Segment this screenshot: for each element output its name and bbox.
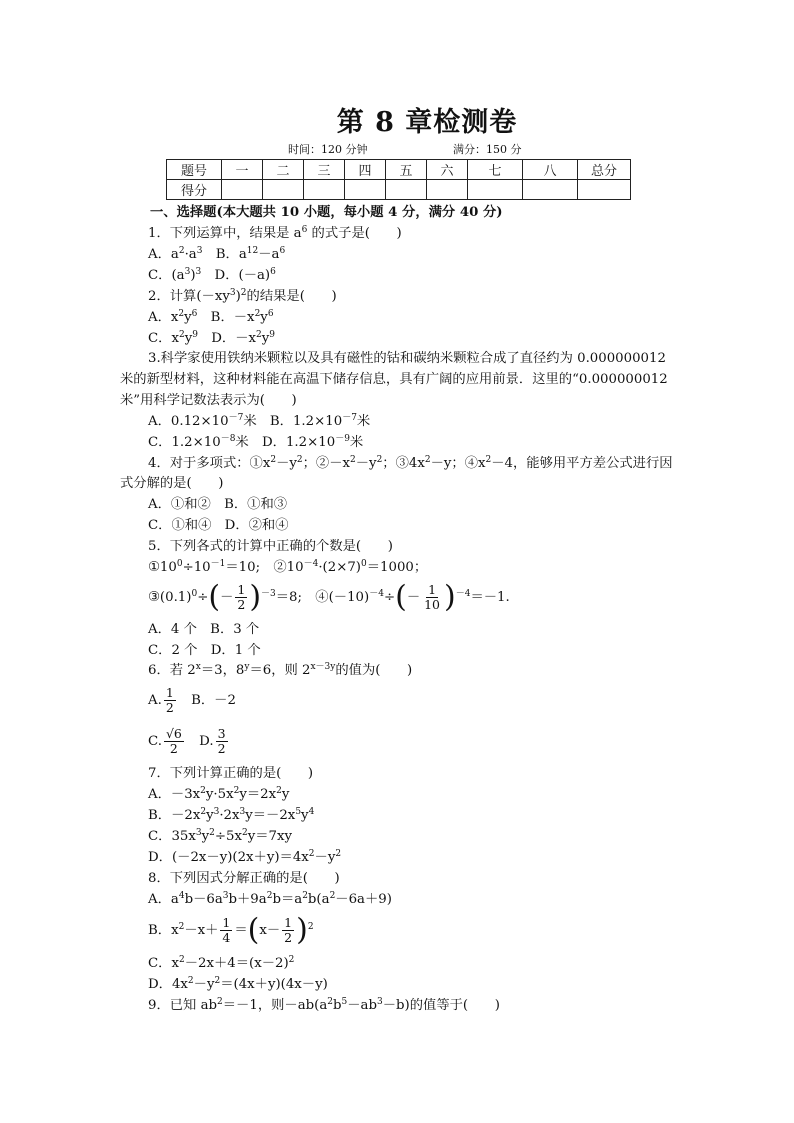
score-table-cell: 四 <box>345 160 386 180</box>
large-parenthesis: ( <box>247 912 260 948</box>
text-fragment: b <box>333 998 342 1013</box>
score-input-cell <box>263 180 304 200</box>
score-table-cell: 八 <box>523 160 578 180</box>
text-fragment: ·2x <box>219 808 240 823</box>
superscript: 0 <box>191 589 198 599</box>
text-fragment: 米 D．1.2×10 <box>235 435 336 450</box>
text-fragment: 的值为( ) <box>335 663 413 678</box>
score-table-cell: 总分 <box>578 160 631 180</box>
text-fragment: y＝7xy <box>247 829 292 844</box>
text-fragment: ＝ <box>234 923 248 938</box>
score-table-cell: 三 <box>304 160 345 180</box>
text-fragment: C．35x <box>148 829 196 844</box>
text-fragment: ＝－1. <box>470 590 510 605</box>
superscript: 2 <box>233 786 240 796</box>
text-fragment: y <box>206 808 214 823</box>
superscript: 2 <box>200 807 207 817</box>
text-fragment: 1 <box>165 685 174 700</box>
text-fragment: ＝－1，则－ab(a <box>222 998 328 1013</box>
text-fragment: 米 B．1.2×10 <box>243 414 343 429</box>
text-fragment: y <box>184 331 193 346</box>
question-2-options-ab <box>148 309 274 327</box>
superscript: 3 <box>196 246 203 256</box>
text-fragment: 的式子是( ) <box>307 226 402 241</box>
score-table-cell: 六 <box>427 160 468 180</box>
text-fragment: －y <box>355 456 377 471</box>
text-fragment: y <box>281 787 290 802</box>
superscript: 2 <box>178 246 185 256</box>
superscript: 3 <box>239 807 246 817</box>
superscript: 5 <box>295 807 302 817</box>
text-fragment: ÷10 <box>182 560 211 575</box>
text-fragment: A．a <box>148 247 179 262</box>
question-5-statement-3-4 <box>148 580 510 616</box>
superscript: 2 <box>335 849 342 859</box>
text-fragment: ＝8; ④(－10) <box>275 590 370 605</box>
text-fragment: B．－x <box>197 310 255 325</box>
text-fragment: b＝a <box>272 892 303 907</box>
question-5-options-cd: C．2 个 D．1 个 <box>148 643 261 658</box>
superscript: 2 <box>376 455 383 465</box>
text-fragment: ÷5x <box>214 829 242 844</box>
text-fragment: 米 <box>356 414 371 429</box>
text-fragment: －y <box>193 977 215 992</box>
question-3-line-2: 米的新型材料，这种材料能在高温下储存信息，具有广阔的应用前景．这里的“0.000000012 <box>120 372 668 387</box>
text-fragment: 2 <box>217 741 226 756</box>
text-fragment: －y <box>314 850 336 865</box>
superscript: 12 <box>246 246 259 256</box>
question-3-line-1: 3.科学家使用铁纳米颗粒以及具有磁性的钴和碳纳米颗粒合成了直径约为 0.000000012 <box>148 351 666 366</box>
text-fragment: －a <box>258 247 280 262</box>
fraction <box>220 916 232 945</box>
score-input-cell <box>427 180 468 200</box>
superscript: 6 <box>267 309 274 319</box>
question-4-line-1 <box>148 455 673 473</box>
text-fragment: D. <box>185 734 214 749</box>
superscript: －1 <box>210 559 226 569</box>
text-fragment: ＝(4x＋y)(4x－y) <box>220 977 328 992</box>
fraction <box>216 727 228 756</box>
question-6-options-ab <box>148 686 236 716</box>
text-fragment: 1 <box>222 915 231 930</box>
superscript: 2 <box>209 828 215 838</box>
superscript: 2 <box>307 922 314 932</box>
question-3-options-cd <box>148 434 363 452</box>
score-input-cell <box>523 180 578 200</box>
superscript: 2 <box>178 955 185 965</box>
superscript: 6 <box>279 246 286 256</box>
text-fragment: D．(－a) <box>201 268 271 283</box>
text-fragment: 2 <box>169 741 178 756</box>
superscript: 2 <box>308 849 315 859</box>
text-fragment: B．a <box>202 247 247 262</box>
text-fragment: C．x <box>148 331 179 346</box>
text-fragment: y <box>260 310 268 325</box>
text-fragment: － <box>406 590 421 605</box>
superscript: 2 <box>350 455 356 465</box>
question-9-stem <box>148 997 500 1015</box>
question-8-option-b <box>148 914 314 948</box>
superscript: 2 <box>240 288 247 298</box>
score-table-cell: 二 <box>263 160 304 180</box>
score-table-header-row <box>167 160 631 180</box>
question-2-stem <box>148 288 337 306</box>
score-input-cell <box>386 180 427 200</box>
large-parenthesis: ) <box>444 579 456 615</box>
text-fragment: 1 <box>284 915 293 930</box>
fraction <box>164 727 184 756</box>
text-fragment: 3 <box>217 726 226 741</box>
superscript: －7 <box>228 413 244 423</box>
text-fragment: － <box>220 590 234 605</box>
question-1-stem <box>148 225 402 243</box>
question-7-option-d <box>148 849 341 867</box>
text-fragment: ；③4x <box>382 456 425 471</box>
text-fragment: 10 <box>424 597 441 612</box>
question-6-stem <box>148 662 412 680</box>
exam-meta <box>288 141 522 157</box>
text-fragment: ＝3，8 <box>200 663 245 678</box>
superscript: x－3y <box>310 662 336 672</box>
large-parenthesis: ) <box>249 579 262 615</box>
fraction <box>282 916 294 945</box>
superscript: 2 <box>178 922 185 932</box>
superscript: x <box>195 662 201 672</box>
question-1-options-cd <box>148 267 276 285</box>
question-7-option-b <box>148 807 314 825</box>
question-7-option-c <box>148 828 292 846</box>
superscript: 3 <box>229 288 236 298</box>
text-fragment: ＝6，则 2 <box>249 663 311 678</box>
text-fragment: B．x <box>148 923 179 938</box>
question-1-options-ab <box>148 246 285 264</box>
text-fragment: y·5x <box>205 787 234 802</box>
question-8-stem: 8．下列因式分解正确的是( ) <box>148 871 340 886</box>
superscript: 2 <box>256 330 262 340</box>
text-fragment: ÷ <box>197 590 209 605</box>
text-fragment: b－6a <box>184 892 223 907</box>
text-fragment: √6 <box>165 726 182 741</box>
superscript: 6 <box>301 225 308 235</box>
text-fragment: y＝2x <box>239 787 277 802</box>
text-fragment: B．－2x <box>148 808 201 823</box>
superscript: 2 <box>241 828 248 838</box>
fraction <box>164 686 176 715</box>
superscript: 4 <box>308 807 315 817</box>
superscript: 3 <box>222 891 229 901</box>
text-fragment: 米 <box>349 435 364 450</box>
superscript: 4 <box>178 891 185 901</box>
superscript: 3 <box>184 267 191 277</box>
text-fragment: －ab <box>347 998 377 1013</box>
text-fragment: b(a <box>307 892 330 907</box>
superscript: 2 <box>214 976 221 986</box>
superscript: 0 <box>176 559 183 569</box>
text-fragment: ·a <box>184 247 197 262</box>
superscript: 9 <box>192 330 198 340</box>
superscript: 9 <box>269 330 276 340</box>
score-table-cell: 题号 <box>167 160 222 180</box>
question-5-options-ab: A．4 个 B．3 个 <box>148 622 260 637</box>
time-limit: 时间：120 分钟 <box>288 143 368 156</box>
text-fragment: y <box>301 808 309 823</box>
superscript: －3 <box>261 589 276 599</box>
large-parenthesis: ( <box>395 579 407 615</box>
text-fragment: 的结果是( ) <box>246 289 337 304</box>
score-table <box>166 159 631 200</box>
text-fragment: D．－x <box>197 331 257 346</box>
text-fragment: ；②－x <box>302 456 351 471</box>
text-fragment: 4 <box>222 930 231 945</box>
section-heading: 一、选择题(本大题共 10 小题，每小题 4 分，满分 40 分) <box>150 205 503 220</box>
text-fragment: C．1.2×10 <box>148 435 221 450</box>
score-input-cell <box>345 180 386 200</box>
text-fragment: C．x <box>148 956 179 971</box>
fraction <box>235 583 247 612</box>
score-table-cell: 七 <box>468 160 523 180</box>
superscript: 2 <box>288 955 295 965</box>
text-fragment: 1．下列运算中，结果是 a <box>148 226 302 241</box>
superscript: 3 <box>195 828 202 838</box>
superscript: 6 <box>191 309 198 319</box>
page-title: 第 8 章检测卷 <box>336 107 518 138</box>
text-fragment: D．(－2x－y)(2x＋y)＝4x <box>148 850 309 865</box>
text-fragment: A．a <box>148 892 179 907</box>
text-fragment: C. <box>148 734 162 749</box>
question-2-options-cd <box>148 330 275 348</box>
score-input-cell <box>222 180 263 200</box>
text-fragment: －x＋ <box>184 923 219 938</box>
large-parenthesis: ( <box>208 579 221 615</box>
text-fragment: －6a＋9) <box>335 892 392 907</box>
text-fragment: －b)的值等于( ) <box>382 998 500 1013</box>
score-table-cell: 一 <box>222 160 263 180</box>
superscript: 3 <box>377 997 383 1007</box>
text-fragment: ·(2×7) <box>318 560 361 575</box>
text-fragment: 1 <box>237 582 246 597</box>
text-fragment: －2x＋4＝(x－2) <box>184 956 289 971</box>
question-5-statement-1-2 <box>148 559 427 577</box>
superscript: 3 <box>195 267 202 277</box>
superscript: 2 <box>270 455 277 465</box>
text-fragment: A. <box>148 693 162 708</box>
text-fragment: －y；④x <box>430 456 486 471</box>
question-4-options-ab: A．①和② B．①和③ <box>148 497 288 512</box>
superscript: 2 <box>329 891 336 901</box>
superscript: －4 <box>303 559 319 569</box>
text-fragment: 4．对于多项式：①x <box>148 456 271 471</box>
question-8-option-a <box>148 891 392 909</box>
superscript: 2 <box>200 786 206 796</box>
text-fragment: 2 <box>284 930 293 945</box>
text-fragment: ) <box>235 289 241 304</box>
text-fragment: －y <box>276 456 297 471</box>
text-fragment: C．(a <box>148 268 185 283</box>
score-input-cell <box>468 180 523 200</box>
text-fragment: 6．若 2 <box>148 663 196 678</box>
superscript: 0 <box>361 559 367 569</box>
superscript: 2 <box>266 891 273 901</box>
superscript: －4 <box>455 589 471 599</box>
text-fragment: B．－2 <box>177 693 236 708</box>
full-score: 满分：150 分 <box>453 143 522 156</box>
question-8-option-d <box>148 976 328 994</box>
superscript: 2 <box>178 309 185 319</box>
question-7-option-a <box>148 786 289 804</box>
superscript: 2 <box>217 997 223 1007</box>
question-4-line-2: 式分解的是( ) <box>120 476 224 491</box>
large-parenthesis: ) <box>296 912 308 948</box>
text-fragment: ÷ <box>383 590 396 605</box>
superscript: －4 <box>369 589 384 599</box>
text-fragment: b＋9a <box>228 892 267 907</box>
superscript: 2 <box>178 330 185 340</box>
superscript: 5 <box>341 997 348 1007</box>
question-7-stem: 7．下列计算正确的是( ) <box>148 766 314 781</box>
text-fragment: 1 <box>428 582 437 597</box>
text-fragment: A．－3x <box>148 787 201 802</box>
text-fragment: －4，能够用平方差公式进行因 <box>491 456 673 471</box>
question-8-option-c <box>148 955 294 973</box>
text-fragment: y <box>201 829 210 844</box>
superscript: 2 <box>276 786 282 796</box>
text-fragment: ③(0.1) <box>148 590 192 605</box>
superscript: 2 <box>327 997 333 1007</box>
text-fragment: A．x <box>148 310 179 325</box>
text-fragment: ) <box>190 268 196 283</box>
superscript: 2 <box>254 309 261 319</box>
superscript: 2 <box>296 455 303 465</box>
text-fragment: 2．计算(－xy <box>148 289 230 304</box>
question-4-options-cd: C．①和④ D．②和④ <box>148 518 289 533</box>
superscript: －9 <box>335 434 350 444</box>
superscript: y <box>244 662 250 672</box>
text-fragment: ＝1000； <box>366 560 428 575</box>
text-fragment: 9．已知 ab <box>148 998 218 1013</box>
superscript: 2 <box>424 455 431 465</box>
score-input-cell <box>578 180 631 200</box>
text-fragment: y <box>261 331 270 346</box>
question-3-line-3: 米”用科学记数法表示为( ) <box>120 393 297 408</box>
superscript: －8 <box>220 434 236 444</box>
superscript: 6 <box>270 267 276 277</box>
superscript: －7 <box>342 413 357 423</box>
score-table-cell: 五 <box>386 160 427 180</box>
text-fragment: 2 <box>165 700 174 715</box>
superscript: 3 <box>213 807 220 817</box>
text-fragment: ①10 <box>148 560 177 575</box>
text-fragment: x－ <box>259 923 281 938</box>
text-fragment: y <box>184 310 192 325</box>
score-input-cell <box>304 180 345 200</box>
superscript: 2 <box>302 891 308 901</box>
text-fragment: D．4x <box>148 977 188 992</box>
fraction <box>422 583 442 612</box>
score-table-score-row <box>167 180 631 200</box>
text-fragment: ＝10; ②10 <box>225 560 304 575</box>
question-5-stem: 5．下列各式的计算中正确的个数是( ) <box>148 539 393 554</box>
question-6-options-cd <box>148 727 230 757</box>
text-fragment: A．0.12×10 <box>148 414 229 429</box>
question-3-options-ab <box>148 413 370 431</box>
score-table-cell: 得分 <box>167 180 222 200</box>
text-fragment: 2 <box>237 597 246 612</box>
superscript: 2 <box>187 976 194 986</box>
text-fragment: y＝－2x <box>245 808 296 823</box>
superscript: 2 <box>485 455 492 465</box>
